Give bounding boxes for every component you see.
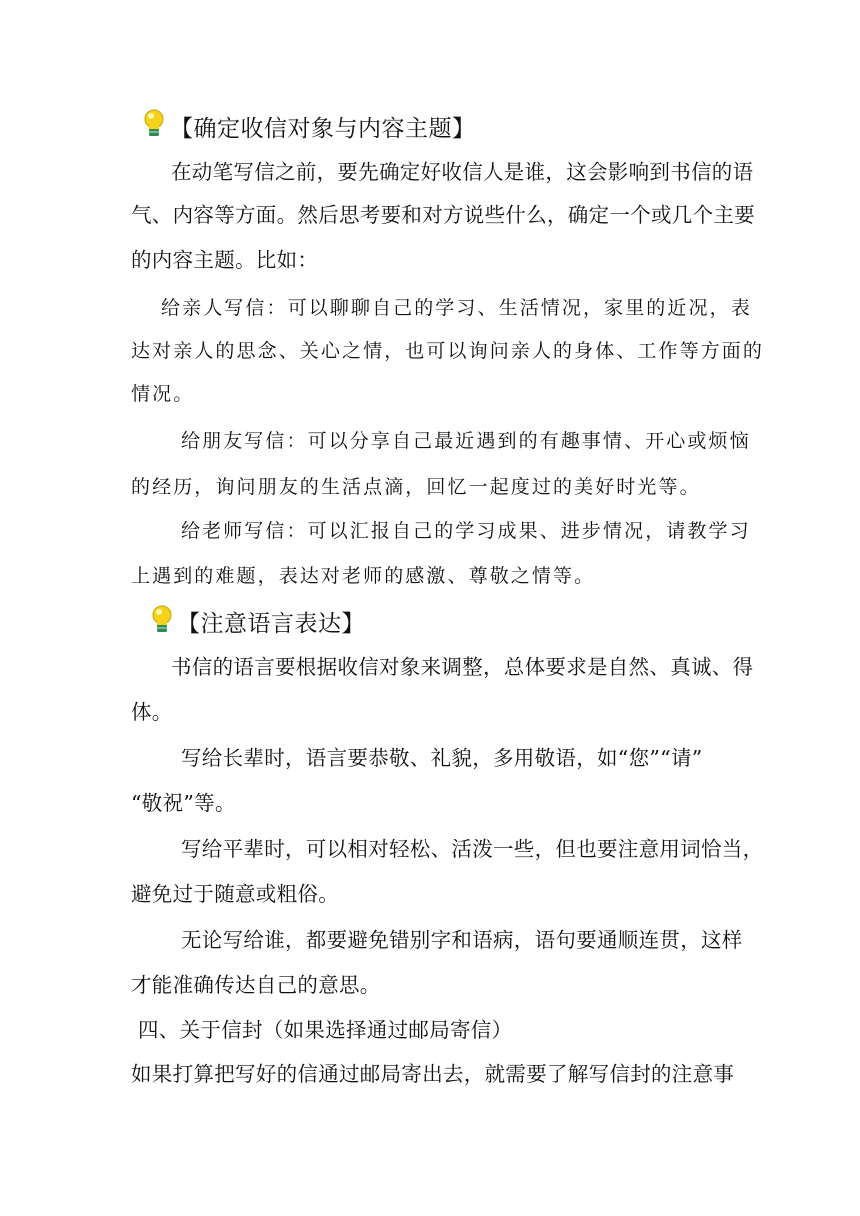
paragraph-line: 书信的语言要根据收信对象来调整，总体要求是自然、真诚、得 bbox=[171, 655, 754, 679]
lightbulb-icon bbox=[150, 604, 174, 634]
paragraph-line: 给亲人写信：可以聊聊自己的学习、生活情况，家里的近况，表 bbox=[161, 297, 752, 319]
paragraph-line: 的经历，询问朋友的生活点滴，回忆一起度过的美好时光等。 bbox=[131, 476, 701, 498]
paragraph-line: 情况。 bbox=[131, 383, 195, 405]
paragraph-line: 达对亲人的思念、关心之情，也可以询问亲人的身体、工作等方面的 bbox=[131, 340, 765, 362]
paragraph-line: 在动笔写信之前，要先确定好收信人是谁，这会影响到书信的语 bbox=[171, 160, 754, 184]
paragraph-line: 写给长辈时，语言要恭敬、礼貌，多用敬语，如“您”“请” bbox=[181, 746, 703, 770]
paragraph-line: 才能准确传达自己的意思。 bbox=[131, 973, 381, 997]
paragraph-line: 写给平辈时，可以相对轻松、活泼一些，但也要注意用词恰当， bbox=[181, 837, 764, 861]
paragraph-line: 给老师写信：可以汇报自己的学习成果、进步情况，请教学习 bbox=[181, 520, 751, 542]
paragraph-line: “敬祝”等。 bbox=[131, 791, 236, 815]
paragraph-line: 如果打算把写好的信通过邮局寄出去，就需要了解写信封的注意事 bbox=[131, 1062, 735, 1086]
lightbulb-icon bbox=[142, 108, 166, 138]
paragraph-line: 气、内容等方面。然后思考要和对方说些什么，确定一个或几个主要 bbox=[131, 203, 755, 227]
section-heading: 【注意语言表达】 bbox=[177, 611, 365, 637]
section-heading: 【确定收信对象与内容主题】 bbox=[170, 116, 476, 142]
paragraph-line: 无论写给谁，都要避免错别字和语病，语句要通顺连贯，这样 bbox=[181, 928, 743, 952]
paragraph-line: 体。 bbox=[131, 700, 173, 724]
paragraph-line: 给朋友写信：可以分享自己最近遇到的有趣事情、开心或烦恼 bbox=[181, 430, 751, 452]
paragraph-line: 避免过于随意或粗俗。 bbox=[131, 882, 339, 906]
paragraph-line: 的内容主题。比如： bbox=[131, 248, 319, 272]
paragraph-line: 上遇到的难题，表达对老师的感激、尊敬之情等。 bbox=[131, 565, 596, 587]
section-title: 四、关于信封（如果选择通过邮局寄信） bbox=[138, 1018, 513, 1042]
